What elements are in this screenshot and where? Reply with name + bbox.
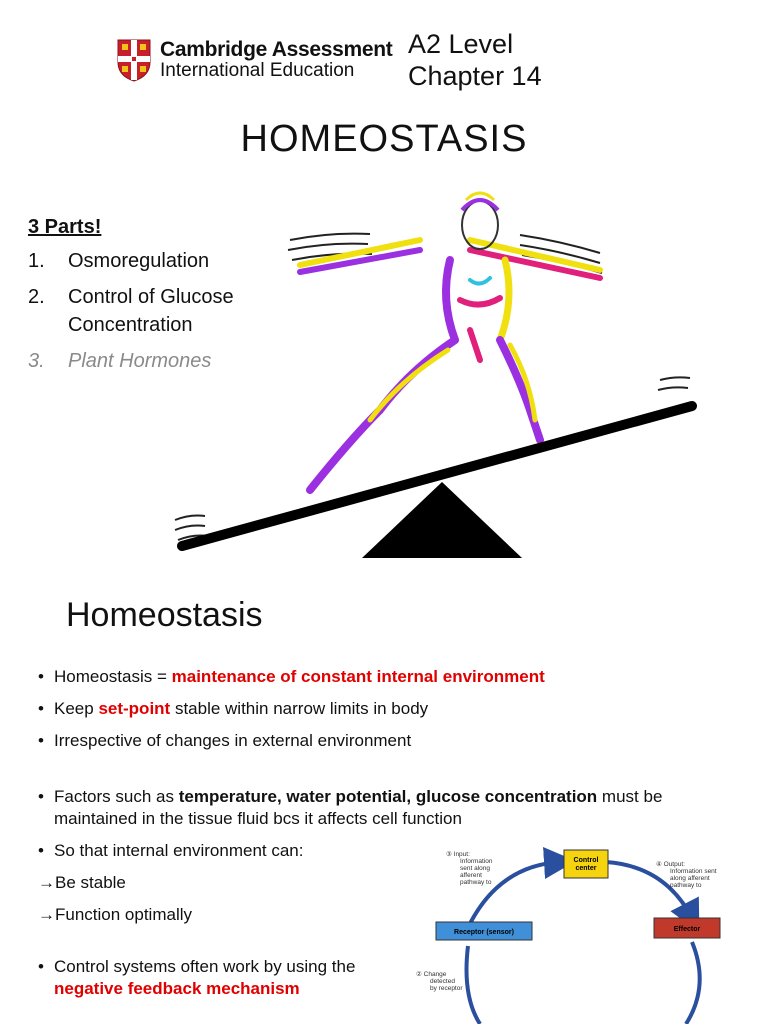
slide-title: Homeostasis [66,596,263,634]
bullet-dot: • [38,699,44,718]
receptor-label: Receptor (sensor) [454,929,514,936]
level-label [408,28,542,92]
bullet-dot: • [38,957,44,976]
bullet-text: Keep [54,699,99,718]
bullet-item [38,730,738,752]
bullet-highlight: maintenance of constant internal environment [171,667,545,686]
input-label: ③ Input: Information sent along afferent pathway to [446,851,493,886]
bullet-text: Irrespective of changes in external environment [54,731,412,750]
arrow-icon: → [38,873,55,892]
bullet-dot: • [38,787,44,806]
arrow-text: Be stable [55,873,126,892]
part-number: 3. [28,350,45,372]
bullet-dot: • [38,841,44,860]
balancing-figure-illustration [170,180,710,570]
slide-title: HOMEOSTASIS [240,118,528,160]
part-label: Control of Glucose Concentration [68,286,234,336]
chapter-text: Chapter 14 [408,61,542,91]
control-center-label: Control center [573,857,599,872]
slide-2 [0,576,768,1024]
output-label: ④ Output: Information sent along afferent pathway to [656,861,717,889]
bullet-text: Homeostasis = [54,667,172,686]
logo-line-1: Cambridge Assessment [160,38,393,61]
arrow-icon: → [38,905,55,924]
bullet-text: Factors such as [54,787,179,806]
bullet-text: stable within narrow limits in body [170,699,429,718]
arrow-text: Function optimally [55,905,193,924]
bullet-item [38,786,738,830]
level-text: A2 Level [408,29,514,59]
cycle-arrow [686,942,700,1024]
change-label: ② Change detected by receptor [416,971,463,992]
bullet-text: Control systems often work by using the [54,957,356,976]
part-number: 2. [28,286,45,308]
cambridge-logo [116,38,392,82]
parts-heading: 3 Parts! [28,216,102,238]
bullet-highlight: negative feedback mechanism [54,979,300,998]
bullet-item [38,698,738,720]
bullet-bold: temperature, water potential, glucose concentration [178,787,598,806]
control-center-box [564,850,608,878]
part-label: Plant Hormones [68,350,212,372]
bullet-dot: • [38,731,44,750]
feedback-loop-diagram [410,846,740,1024]
bullet-text: must be maintained in the tissue fluid bcs it affects cell function [54,787,663,828]
shield-icon [116,38,152,82]
part-label: Osmoregulation [68,250,210,272]
cycle-arrow [467,946,481,1024]
bullet-highlight: set-point [98,699,171,718]
logo-line-2: International Education [160,60,355,82]
effector-label: Effector [673,926,701,933]
bullet-dot: • [38,667,44,686]
bullet-text: So that internal environment can: [54,841,304,860]
part-number: 1. [28,250,45,272]
bullet-item [38,666,738,688]
